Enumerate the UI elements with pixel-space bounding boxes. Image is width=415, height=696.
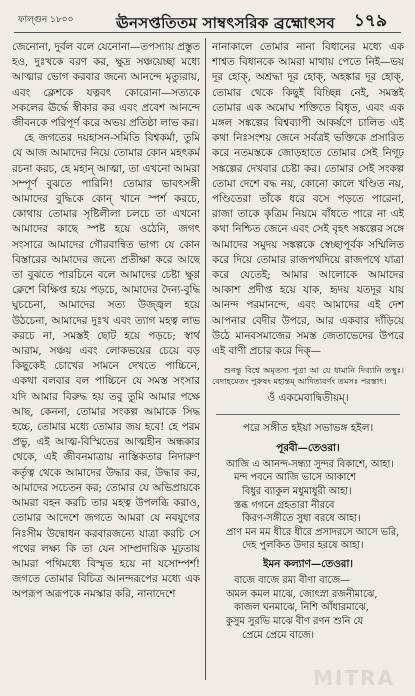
song-lyrics [212, 574, 404, 642]
right-column [212, 40, 404, 680]
section-divider [216, 414, 400, 415]
header-title: ঊনসপ্ততিতম সাম্বৎসরিক ব্রহ্মোৎসব [116, 14, 336, 32]
song-raga-heading: ইমন কল্যাণ—তেওরা। [263, 558, 353, 571]
song-raga-heading: পূরবী—তেওরা। [276, 441, 340, 454]
song-line: প্রেমে প্রেমে বাজে। [242, 629, 315, 641]
paragraph: হে জগতের দয়হাসন-সমিতি বিশ্বকর্মা, তুমি যে আজ আমাদের নিয়ে তোমার কোন মহৎকর্ম রচনা করচ, হে মহান্ আত্মা, তা এখনো আমরা সম্পূর্ণ বুঝতে পারিনি! তোমার ভাবৎসঙ্গী আমাদের বুদ্ধিকে কোন্ খানে স্পর্শ করচে, কোথায় তোমার সৃষ্টিলীলা চলচে তা এখনো আমাদের কাছে স্পষ্ট হয়ে ওঠেনি, জগৎ সংসারে আমাদের গৌরবান্বিত ভাগ্য যে কোন বিস্তারের আমাদের জন্যে প্রতীক্ষা করে আছে তা বুঝতে পারচিনে বলে আমাদের চেষ্টা ক্ষুণ্ণ ক্লেশে বিক্ষিপ্ত হয়ে পড়চে, আমাদের দৈন্য-বুদ্ধি ঘুচচেনা, আমাদের সত্য উজ্জ্বল হয়ে উঠচেনা, আমাদের দুঃখ এবং ত্যাগ মহত্ব লাভ করচে না, সমস্তই ছোট হয়ে পড়চে; স্বার্থ আরাম, সঞ্চয় এবং লোকভয়ের চেয়ে বড় কিছুকেই চোখের সামনে দেখতে পাচ্চিনে, একথা বলবার বল পাচ্চিনে যে সমস্ত সংসার যদি আমার বিরুদ্ধ হয় তবু তুমি আমার পক্ষে আছ, কেননা, তোমার সংকল্প আমাকে সিদ্ধ হচ্চে, তোমার মধ্যে তোমার জয় হবে! হে পরম প্রভু, এই আত্ম-বিস্মিতের আত্মহীন অন্ধকার থেকে, এই জীবনমাত্রায় নাস্তিকতার নিদারুণ কর্তৃত্ব থেকে আমাদের উদ্ধার কর, উদ্ধার কর, আমাদের সচেতন কর; তোমার যে অভিপ্রায়কে আমরা বহন করচি তার মহত্ব উপলব্ধি করাও, তোমার আদেশে জগতে আমরা যে নবযুগের নিঃসীম উদ্বোধন করবারজন্যে যাত্রা করচি সে পথের লক্ষ্য কি তা যেন সাম্প্রদায়িক মূঢ়তায় আমরা পথিমধ্যে বিস্মৃত হয়ে না যসোম্পর্শ! জগতে তোমার বিচিত্র আনন্দরূপের মধ্যে এক অপরূপ অরূপকে নমস্কার করি, নানাদেশে [12, 132, 200, 601]
song-line: অমল কমল মাঝে, জোৎস্না রজনীমাঝে, [226, 588, 378, 600]
song-line: দেহ পুলকিত উদার হরষে আহা। [242, 540, 364, 552]
paragraph: জেনোনা, দুর্বল বলে যেনোনা—তপস্যায় প্রস্তুত হও, দুঃখকে বরণ কর, ক্ষুদ্র সঞ্চয়েচ্ছা মধ্যে আত্মার ভোগ করবার জন্যে আনন্দে মৃত্যুরায়, এবং ক্লেশকে যত্নবৎ কোরোনা—সত্যকে সকলের ঊর্দ্ধে স্বীকার কর এবং প্রবেশ আনন্দে জীবনকে পরিপূর্ণ করে অভয় প্রতিষ্ঠা লাভ কর। [12, 41, 200, 130]
page-number: ১৭৯ [353, 11, 387, 31]
song-line: বিধুর ব্যাকুল মধুমাধুরী আহা। [242, 486, 352, 498]
archive-watermark: MITRA [313, 666, 395, 690]
song-line: কাজল ঘনমাঝে, নিশি আঁধারমাঝে, [234, 602, 369, 614]
section-heading: পরে সঙ্গীত হইয়া সভাভঙ্গ হইল। [242, 422, 374, 435]
left-column [12, 40, 200, 680]
closing-invocation: ওঁ একমেবাদ্বিতীয়ম্। [267, 392, 349, 405]
sanskrit-verse: শুনন্তু বিশ্বে অমৃতস্য পুত্রা আ যে ধামানি দিব্যানি তস্থুঃ। বেদাহমেতং পুরুষং মহান্তম্ আদিত্যবর্ণং তমসঃ পরস্তাৎ। [212, 365, 404, 387]
song-line: প্রাণ মন মম ধীরে ধীরে প্রসাদরসে আসে ভরি, [226, 526, 400, 538]
paragraph: নানাকালে তোমার নানা বিধানের মধ্যে এক শাশ্বত বিধানকে আমরা মাথায় পেতে নিই—ভয় দূর হোক্, অশ্রদ্ধা দূর হোক্, অহঙ্কার দূর হোক্, তোমার থেকে কিছুই বিচ্ছিন্ন নেই, সমস্তই তোমার এক অমোঘ শক্তিতে বিধৃত, এবং এক মঙ্গল সঙ্কল্পের বিশ্বব্যাপী আকর্ষণে চালিত এই কথা নিঃসংশয় জেনে সর্বত্রই ভক্তিকে প্রসারিত করে নতমস্তকে জোড়হাতে তোমার সেই নিগূঢ় সঙ্কল্পের দেখবার চেষ্টা কর। তোমার সেই সংকল্প তোমা দেশে বদ্ধ নয়, কোনো কালে খণ্ডিত নয়, পণ্ডিতেরা তাঁকে ধরে বসে পড়তে পারেনা, রাজা তাকে কৃত্রিম নিয়মে বাঁধতে পারে না এই কথা নিশ্চিত জেনে এবং সেই বৃহৎ সঙ্কল্পের সঙ্গে আমাদের সমুদয় সঙ্কল্পকে স্বেচ্ছাপূর্বক সম্মিলিত করে দিয়ে তোমার রাজপথদিয়ে রাজপথে যাত্রা করে যেতেই; আমার আলোকে আমাদের আকাশ প্রদীপ্ত হয়ে যাক, হৃদয় যতদূর যায় আনন্দ পরমানন্দে, এবং আমাদের এই দেশ আপনার বেদীর উপরে, আর একবার দাঁড়িয়ে উঠে মানবসমাজের সমস্ত জেতাভেদের উপরে এই বাণী প্রচার করে দিক্— [212, 41, 404, 358]
song-lyrics [212, 458, 404, 553]
column-divider [205, 38, 206, 680]
song-line: কিরণ-সঙ্গীতে সুধা বরষে আহা। [242, 513, 361, 525]
song-line: মন্দ পবনে আজি ভাসে আকাশে [234, 472, 357, 484]
song-line: কুসুম সুরভি মাঝে বীণ রণন শুনি যে [226, 616, 364, 628]
song-line: বাজে বাজে রম্য বীণা বাজে— [234, 575, 350, 587]
song-line: আজি এ আনন্দ-সন্ধ্যা সুন্দর বিকাশে, আহা। [226, 458, 394, 470]
song-line: স্তব্ধ গগনে গ্রহতারা নীরবে [234, 499, 335, 511]
header-date: ফাল্গুন ১৮০০ [18, 15, 74, 25]
header-rule [14, 32, 401, 33]
